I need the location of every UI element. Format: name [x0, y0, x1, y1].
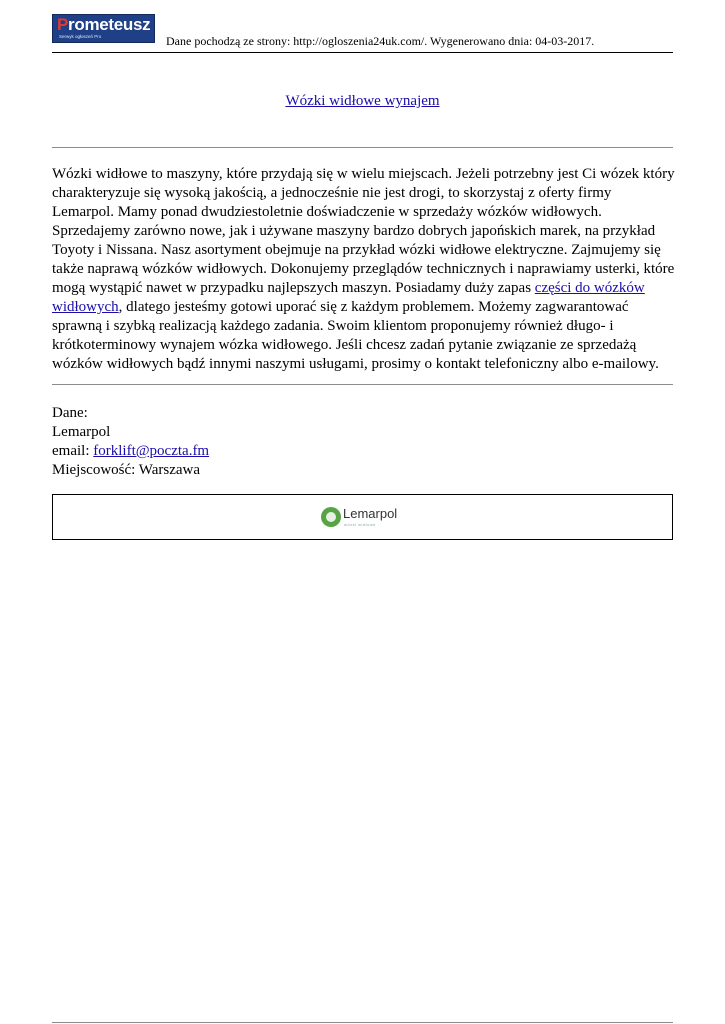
contact-email-row: [52, 442, 209, 461]
article-body: [52, 165, 677, 374]
lemarpol-logo: [319, 503, 401, 531]
logo-wordmark-accent: P: [57, 15, 69, 34]
footer-divider: [52, 1022, 673, 1023]
logo-wordmark-rest: rometeusz: [68, 15, 151, 34]
lemarpol-logo-icon: [321, 507, 341, 527]
company-logo-frame: [52, 494, 673, 540]
contact-block: [52, 404, 209, 480]
title-link[interactable]: Wózki widłowe wynajem: [285, 93, 440, 109]
header-divider: [52, 52, 673, 53]
lemarpol-logo-name: Lemarpol: [343, 506, 398, 521]
contact-heading: Dane:: [52, 405, 88, 421]
title-divider: [52, 147, 673, 148]
prometeusz-logo: [52, 14, 155, 43]
logo-subtitle: Serwyk ogłoszeń Pro: [59, 34, 102, 39]
body-text-start: Wózki widłowe to maszyny, które przydają się w wielu miejscach. Jeżeli potrzebny jest Ci wózek który charakteryzuje się wysoką jakością, a jednocześnie nie jest drogi, to skorzystaj z oferty firmy Lemarpol. Mamy ponad dwudziestoletnie doświadczenie w sprzedaży wózków widłowych. Sprzedajemy zarówno nowe, jak i używane maszyny bardzo dobrych japońskich marek, na przykład Toyoty i Nissana. Nasz asortyment obejmuje na przykład wózki widłowe elektryczne. Zajmujemy się także naprawą wózków widłowych. Dokonujemy przeglądów technicznych i naprawiamy usterki, które mogą wystąpić nawet w przypadku najlepszych maszyn. Posiadamy duży zapas: [52, 166, 675, 296]
email-link[interactable]: forklift@poczta.fm: [93, 443, 210, 459]
lemarpol-logo-tagline: wózki widłowe: [344, 522, 376, 527]
page-header: [52, 14, 673, 52]
email-label: email:: [52, 443, 94, 459]
contact-city: Miejscowość: Warszawa: [52, 462, 201, 478]
contact-company: Lemarpol: [52, 424, 111, 440]
parts-link[interactable]: części do wózków widłowych: [52, 280, 645, 315]
source-note: Dane pochodzą ze strony: http://ogloszenia24uk.com/. Wygenerowano dnia: 04-03-2017.: [166, 34, 595, 48]
body-divider: [52, 384, 673, 385]
page-title: [52, 93, 673, 110]
body-text-end: , dlatego jesteśmy gotowi uporać się z każdym problemem. Możemy zagwarantować sprawną i szybką realizacją każdego zadania. Swoim klientom proponujemy również długo- i krótkoterminowy wynajem wózka widłowego. Jeśli chcesz zadań pytanie związanie ze sprzedażą wózków widłowych bądź innymi naszymi usługami, prosimy o kontakt telefoniczny albo e-mailowy.: [52, 299, 659, 372]
logo-wordmark: [57, 16, 150, 34]
